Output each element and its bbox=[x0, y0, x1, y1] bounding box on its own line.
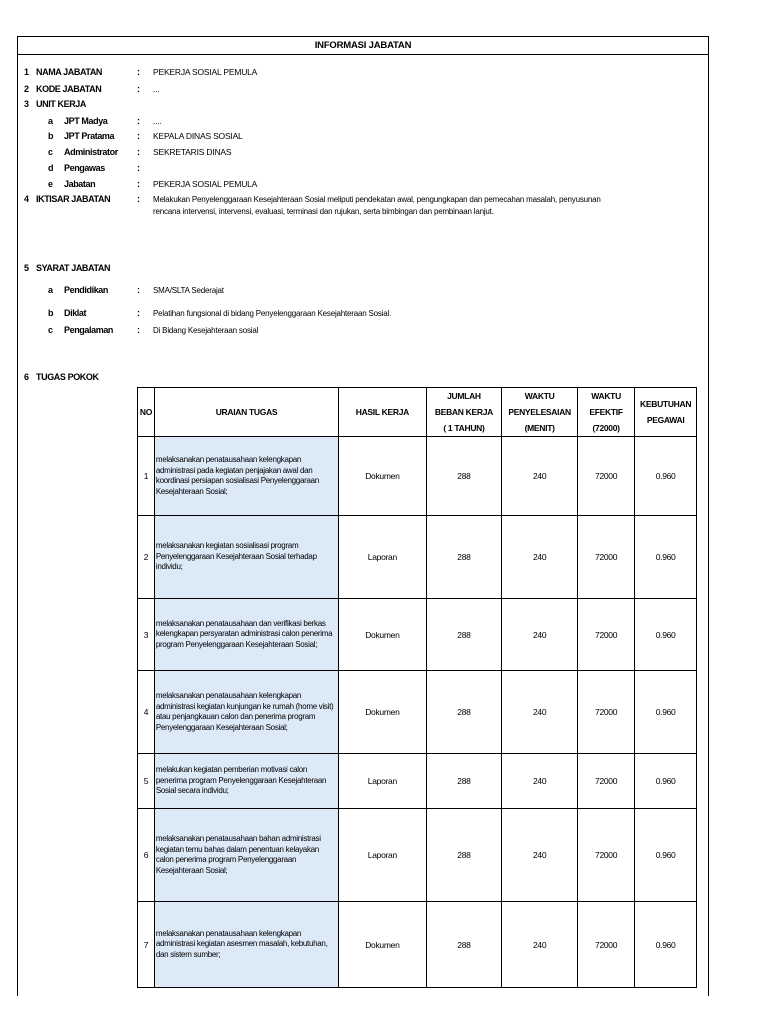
cell-hasil: Laporan bbox=[339, 809, 426, 902]
header-line: JUMLAH bbox=[447, 391, 481, 401]
field-letter: b bbox=[48, 308, 54, 318]
cell-kebutuhan: 0.960 bbox=[635, 671, 697, 754]
field-letter: b bbox=[48, 131, 54, 141]
cell-efektif: 72000 bbox=[577, 809, 634, 902]
cell-beban: 288 bbox=[426, 516, 502, 599]
field-pengalaman bbox=[0, 325, 768, 337]
field-letter: c bbox=[48, 147, 53, 157]
field-unit-kerja bbox=[0, 99, 768, 111]
cell-hasil: Dokumen bbox=[339, 599, 426, 671]
cell-waktu: 240 bbox=[502, 599, 578, 671]
cell-hasil: Dokumen bbox=[339, 902, 426, 988]
field-colon: : bbox=[137, 325, 140, 335]
field-colon: : bbox=[137, 285, 140, 295]
cell-waktu: 240 bbox=[502, 516, 578, 599]
field-colon: : bbox=[137, 194, 140, 204]
field-label: UNIT KERJA bbox=[36, 99, 87, 109]
title-divider bbox=[18, 54, 708, 55]
field-syarat-jabatan bbox=[0, 263, 768, 275]
cell-beban: 288 bbox=[426, 437, 502, 516]
field-pengawas bbox=[0, 163, 768, 175]
header-line: (72000) bbox=[592, 423, 620, 433]
field-label: Pengalaman bbox=[64, 325, 114, 335]
col-header-no: NO bbox=[138, 388, 155, 437]
field-label: IKTISAR JABATAN bbox=[36, 194, 111, 204]
iktisar-line-2: rencana intervensi, intervensi, evaluasi, terminasi dan rujukan, serta bimbingan dan pembinaan lanjut. bbox=[153, 206, 494, 216]
cell-kebutuhan: 0.960 bbox=[635, 437, 697, 516]
field-letter: e bbox=[48, 179, 53, 189]
cell-waktu: 240 bbox=[502, 437, 578, 516]
cell-efektif: 72000 bbox=[577, 599, 634, 671]
cell-efektif: 72000 bbox=[577, 437, 634, 516]
header-line: PEGAWAI bbox=[646, 415, 685, 425]
table-row bbox=[138, 902, 697, 988]
field-letter: a bbox=[48, 285, 53, 295]
header-line: EFEKTIF bbox=[589, 407, 623, 417]
cell-no: 7 bbox=[138, 902, 155, 988]
cell-uraian: melaksanakan penatausahaan bahan administrasi kegiatan temu bahas dalam penentuan kelayakan calon penerima program Penyelenggaraan Kesejahteraan Sosial; bbox=[154, 809, 338, 902]
cell-beban: 288 bbox=[426, 809, 502, 902]
field-label: SYARAT JABATAN bbox=[36, 263, 111, 273]
table-row bbox=[138, 671, 697, 754]
field-value: ... bbox=[153, 84, 160, 94]
field-value: .... bbox=[153, 116, 162, 126]
cell-efektif: 72000 bbox=[577, 754, 634, 809]
cell-uraian: melaksanakan penatausahaan kelengkapan administrasi kegiatan asesmen masalah, kebutuhan, dan sistem sumber; bbox=[154, 902, 338, 988]
document-title: INFORMASI JABATAN bbox=[314, 40, 412, 51]
header-line: KEBUTUHAN bbox=[640, 399, 692, 409]
cell-beban: 288 bbox=[426, 599, 502, 671]
field-colon: : bbox=[137, 131, 140, 141]
field-label: Administrator bbox=[64, 147, 118, 157]
header-line: ( 1 TAHUN) bbox=[443, 423, 485, 433]
cell-hasil: Dokumen bbox=[339, 671, 426, 754]
cell-uraian: melaksanakan penatausahaan kelengkapan administrasi kegiatan kunjungan ke rumah (home visit) atau penjangkauan calon dan penerima program Penyelenggaraan Kesejahteraan Sosial; bbox=[154, 671, 338, 754]
field-label: Pendidikan bbox=[64, 285, 109, 295]
header-line: BEBAN KERJA bbox=[434, 407, 493, 417]
field-value: Pelatihan fungsional di bidang Penyelenggaraan Kesejahteraan Sosial. bbox=[153, 309, 392, 318]
field-number: 1 bbox=[24, 67, 29, 77]
cell-beban: 288 bbox=[426, 754, 502, 809]
field-value: PEKERJA SOSIAL PEMULA bbox=[153, 179, 258, 189]
field-value: SMA/SLTA Sederajat bbox=[153, 286, 224, 295]
field-value: KEPALA DINAS SOSIAL bbox=[153, 131, 243, 141]
field-colon: : bbox=[137, 67, 140, 77]
cell-beban: 288 bbox=[426, 902, 502, 988]
cell-beban: 288 bbox=[426, 671, 502, 754]
field-letter: a bbox=[48, 116, 53, 126]
field-tugas-pokok bbox=[0, 372, 768, 384]
field-jpt-pratama bbox=[0, 131, 768, 143]
field-administrator bbox=[0, 147, 768, 159]
field-value: Di Bidang Kesejahteraan sosial bbox=[153, 326, 259, 335]
col-header-waktu bbox=[502, 388, 578, 437]
cell-uraian: melaksanakan kegiatan sosialisasi program Penyelenggaraan Kesejahteraan Sosial terhadap individu; bbox=[154, 516, 338, 599]
cell-no: 3 bbox=[138, 599, 155, 671]
header-line: (MENIT) bbox=[524, 423, 555, 433]
cell-no: 5 bbox=[138, 754, 155, 809]
field-pendidikan bbox=[0, 285, 768, 297]
field-colon: : bbox=[137, 163, 140, 173]
table-row bbox=[138, 437, 697, 516]
header-line: WAKTU bbox=[524, 391, 555, 401]
field-label: TUGAS POKOK bbox=[36, 372, 99, 382]
col-header-efektif bbox=[577, 388, 634, 437]
field-value: PEKERJA SOSIAL PEMULA bbox=[153, 67, 258, 77]
field-jabatan bbox=[0, 179, 768, 191]
cell-kebutuhan: 0.960 bbox=[635, 902, 697, 988]
col-header-jumlah bbox=[426, 388, 502, 437]
table-row bbox=[138, 809, 697, 902]
field-colon: : bbox=[137, 179, 140, 189]
field-number: 3 bbox=[24, 99, 29, 109]
col-header-kebutuhan bbox=[635, 388, 697, 437]
cell-waktu: 240 bbox=[502, 754, 578, 809]
field-jpt-madya bbox=[0, 116, 768, 128]
cell-no: 1 bbox=[138, 437, 155, 516]
field-colon: : bbox=[137, 308, 140, 318]
cell-hasil: Dokumen bbox=[339, 437, 426, 516]
field-label: Pengawas bbox=[64, 163, 105, 173]
field-colon: : bbox=[137, 84, 140, 94]
cell-kebutuhan: 0.960 bbox=[635, 516, 697, 599]
cell-hasil: Laporan bbox=[339, 516, 426, 599]
cell-efektif: 72000 bbox=[577, 516, 634, 599]
cell-uraian: melaksanakan penatausahaan dan verifikasi berkas kelengkapan persyaratan administrasi calon penerima program Penyelenggaraan Kesejahteraan Sosial; bbox=[154, 599, 338, 671]
field-colon: : bbox=[137, 116, 140, 126]
field-label: KODE JABATAN bbox=[36, 84, 102, 94]
field-letter: d bbox=[48, 163, 54, 173]
cell-waktu: 240 bbox=[502, 809, 578, 902]
cell-kebutuhan: 0.960 bbox=[635, 754, 697, 809]
table-header-row bbox=[138, 388, 697, 437]
field-number: 5 bbox=[24, 263, 29, 273]
field-label: JPT Pratama bbox=[64, 131, 115, 141]
field-kode-jabatan bbox=[0, 84, 768, 96]
field-value: SEKRETARIS DINAS bbox=[153, 147, 232, 157]
table-row bbox=[138, 754, 697, 809]
cell-no: 6 bbox=[138, 809, 155, 902]
cell-kebutuhan: 0.960 bbox=[635, 599, 697, 671]
cell-no: 4 bbox=[138, 671, 155, 754]
field-label: NAMA JABATAN bbox=[36, 67, 103, 77]
field-iktisar-jabatan bbox=[0, 194, 768, 220]
field-number: 4 bbox=[24, 194, 29, 204]
header-line: WAKTU bbox=[591, 391, 621, 401]
field-letter: c bbox=[48, 325, 53, 335]
field-number: 2 bbox=[24, 84, 29, 94]
field-label: Diklat bbox=[64, 308, 87, 318]
field-diklat bbox=[0, 308, 768, 320]
cell-efektif: 72000 bbox=[577, 902, 634, 988]
field-value bbox=[153, 194, 601, 217]
table-row bbox=[138, 599, 697, 671]
field-number: 6 bbox=[24, 372, 29, 382]
cell-waktu: 240 bbox=[502, 902, 578, 988]
iktisar-line-1: Melakukan Penyelenggaraan Kesejahteraan Sosial meliputi pendekatan awal, pengungkapan dan pemecahan masalah, penyusunan bbox=[153, 195, 601, 204]
field-nama-jabatan bbox=[0, 67, 768, 79]
cell-uraian: melaksanakan penatausahaan kelengkapan administrasi pada kegiatan penjajakan awal dan koordinasi persiapan sosialisasi Penyelenggaraan Kesejahteraan Sosial; bbox=[154, 437, 338, 516]
cell-efektif: 72000 bbox=[577, 671, 634, 754]
cell-kebutuhan: 0.960 bbox=[635, 809, 697, 902]
tugas-pokok-table bbox=[137, 387, 697, 988]
cell-hasil: Laporan bbox=[339, 754, 426, 809]
table-row bbox=[138, 516, 697, 599]
col-header-uraian: URAIAN TUGAS bbox=[154, 388, 338, 437]
cell-waktu: 240 bbox=[502, 671, 578, 754]
field-colon: : bbox=[137, 147, 140, 157]
cell-uraian: melakukan kegiatan pemberian motivasi calon penerima program Penyelenggaraan Kesejahteraan Sosial secara individu; bbox=[154, 754, 338, 809]
field-label: JPT Madya bbox=[64, 116, 108, 126]
col-header-hasil: HASIL KERJA bbox=[339, 388, 426, 437]
cell-no: 2 bbox=[138, 516, 155, 599]
header-line: PENYELESAIAN bbox=[508, 407, 571, 417]
field-label: Jabatan bbox=[64, 179, 96, 189]
